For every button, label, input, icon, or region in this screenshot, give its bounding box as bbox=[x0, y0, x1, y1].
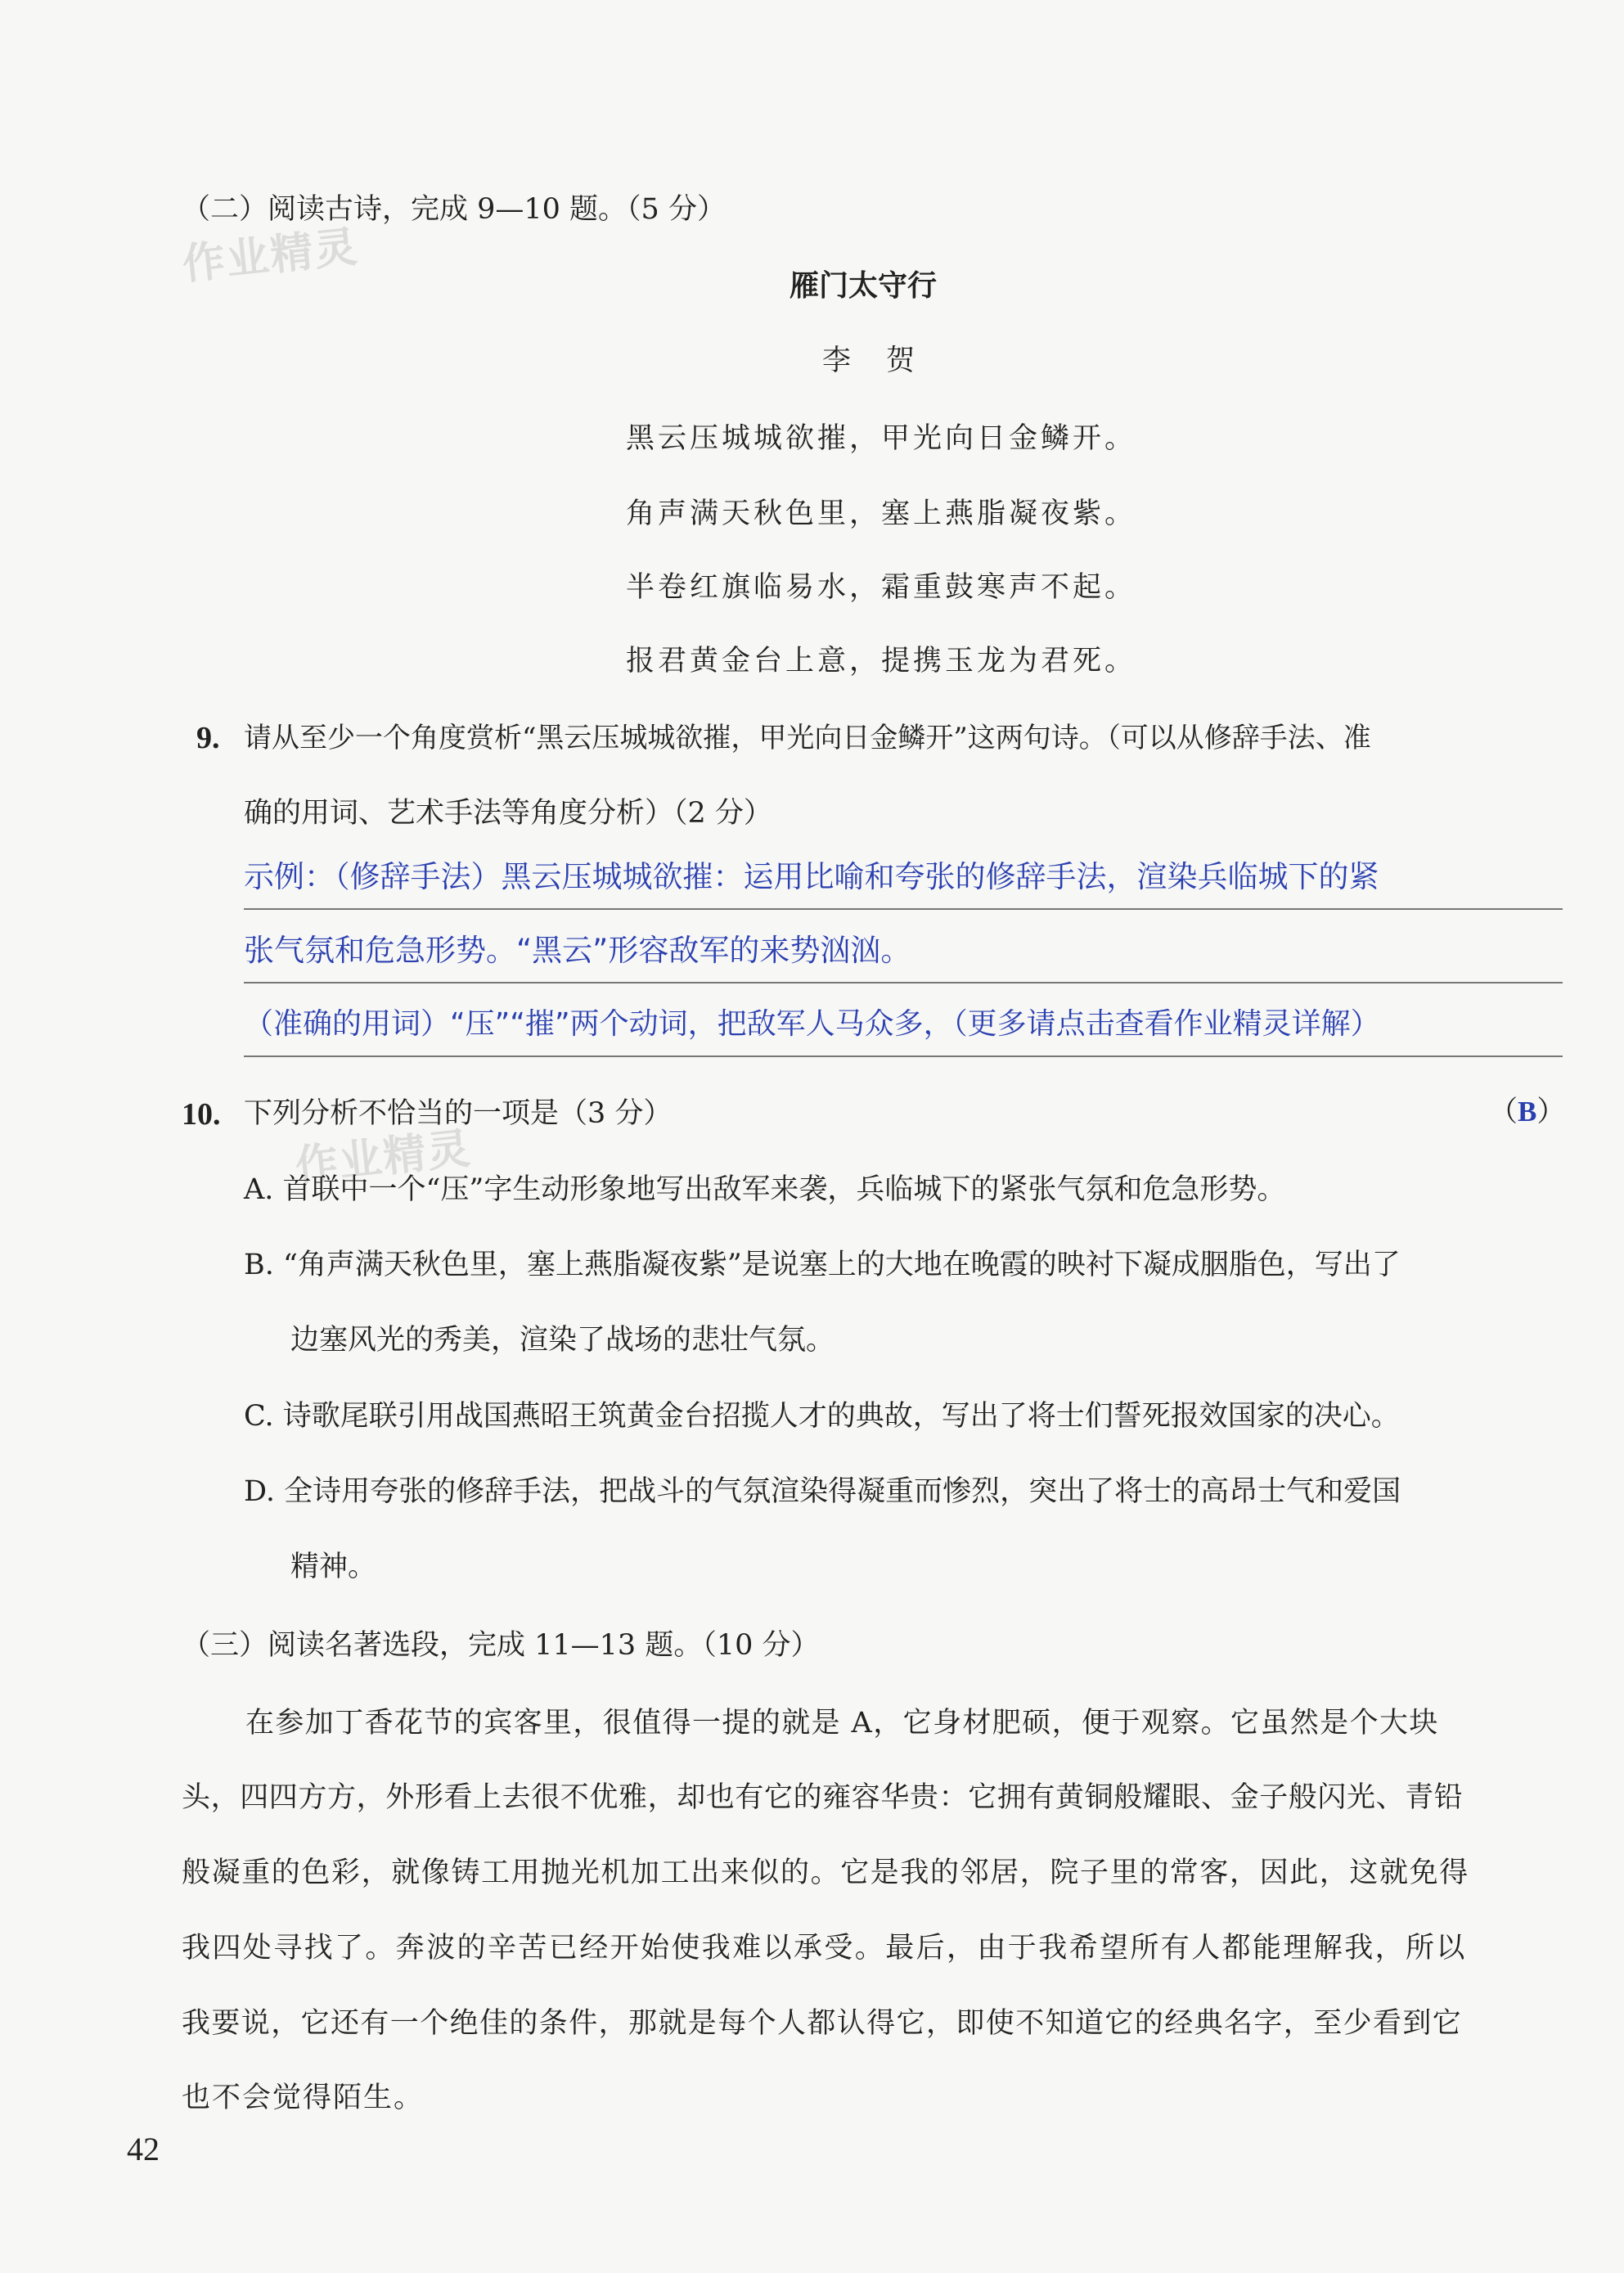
q10-prompt: 下列分析不恰当的一项是（3 分） bbox=[244, 1097, 673, 1130]
paragraph-line-5: 我要说，它还有一个绝佳的条件，那就是每个人都认得它，即使不知道它的经典名字，至少看到它 bbox=[182, 2007, 1463, 2040]
q9-prompt-line-2: 确的用词、艺术手法等角度分析）（2 分） bbox=[244, 797, 772, 830]
section2-heading: （二）阅读古诗，完成 9—10 题。（5 分） bbox=[182, 193, 726, 226]
poem-line-4: 报君黄金台上意，提携玉龙为君死。 bbox=[626, 645, 1137, 677]
q10-number: 10. bbox=[182, 1097, 221, 1132]
page-number: 42 bbox=[127, 2131, 160, 2167]
paragraph-line-4: 我四处寻找了。奔波的辛苦已经开始使我难以承受。最后，由于我希望所有人都能理解我，所以 bbox=[182, 1932, 1467, 1965]
answer-rule-1 bbox=[244, 908, 1563, 910]
q10-answer-bracket bbox=[1489, 1095, 1565, 1129]
section3-heading: （三）阅读名著选段，完成 11—13 题。（10 分） bbox=[182, 1629, 820, 1662]
q10-option-a: A. 首联中一个“压”字生动形象地写出敌军来袭，兵临城下的紧张气氛和危急形势。 bbox=[244, 1173, 1286, 1206]
watermark-top: 作业精灵 bbox=[180, 222, 362, 290]
paragraph-line-6: 也不会觉得陌生。 bbox=[182, 2082, 425, 2114]
paragraph-line-3: 般凝重的色彩，就像铸工用抛光机加工出来似的。它是我的邻居，院子里的常客，因此，这就免得 bbox=[182, 1857, 1469, 1889]
watermark-mid: 作业精灵 bbox=[293, 1123, 475, 1192]
q9-number: 9. bbox=[196, 721, 220, 755]
q9-answer-line-2: 张气氛和危急形势。“黑云”形容敌军的来势汹汹。 bbox=[244, 933, 911, 968]
q10-option-b-line-2: 边塞风光的秀美，渲染了战场的悲壮气氛。 bbox=[290, 1324, 835, 1357]
q10-answer-open: （ bbox=[1489, 1096, 1518, 1128]
q10-option-b-line-1: B. “角声满天秋色里，塞上燕脂凝夜紫”是说塞上的大地在晚霞的映衬下凝成胭脂色，写出了 bbox=[244, 1249, 1401, 1281]
paragraph-line-1: 在参加丁香花节的宾客里，很值得一提的就是 A，它身材肥硕，便于观察。它虽然是个大块 bbox=[245, 1707, 1439, 1740]
paragraph-line-2: 头，四四方方，外形看上去很不优雅，却也有它的雍容华贵：它拥有黄铜般耀眼、金子般闪光、青铅 bbox=[182, 1781, 1464, 1814]
q10-option-d-line-1: D. 全诗用夸张的修辞手法，把战斗的气氛渲染得凝重而惨烈，突出了将士的高昂士气和爱国 bbox=[244, 1475, 1401, 1508]
q10-answer-close: ） bbox=[1536, 1096, 1566, 1128]
poem-line-3: 半卷红旗临易水，霜重鼓寒声不起。 bbox=[626, 571, 1137, 604]
poem-title: 雁门太守行 bbox=[790, 269, 938, 303]
answer-rule-2 bbox=[244, 982, 1563, 983]
q9-answer-line-3: （准确的用词）“压”“摧”两个动词，把敌军人马众多，（更多请点击查看作业精灵详解） bbox=[244, 1007, 1380, 1041]
poem-author: 李 贺 bbox=[822, 344, 919, 377]
poem-line-1: 黑云压城城欲摧，甲光向日金鳞开。 bbox=[626, 422, 1137, 455]
q10-option-d-line-2: 精神。 bbox=[290, 1551, 377, 1583]
q10-option-c: C. 诗歌尾联引用战国燕昭王筑黄金台招揽人才的典故，写出了将士们誓死报效国家的决心。 bbox=[244, 1400, 1400, 1433]
q9-answer-line-1: 示例：（修辞手法）黑云压城城欲摧：运用比喻和夸张的修辞手法，渲染兵临城下的紧 bbox=[244, 859, 1379, 894]
poem-line-2: 角声满天秋色里，塞上燕脂凝夜紫。 bbox=[626, 497, 1137, 530]
q10-answer-value: B bbox=[1518, 1096, 1537, 1127]
q9-prompt-line-1: 请从至少一个角度赏析“黑云压城城欲摧，甲光向日金鳞开”这两句诗。（可以从修辞手法、准 bbox=[244, 722, 1371, 754]
answer-rule-3 bbox=[244, 1055, 1563, 1057]
